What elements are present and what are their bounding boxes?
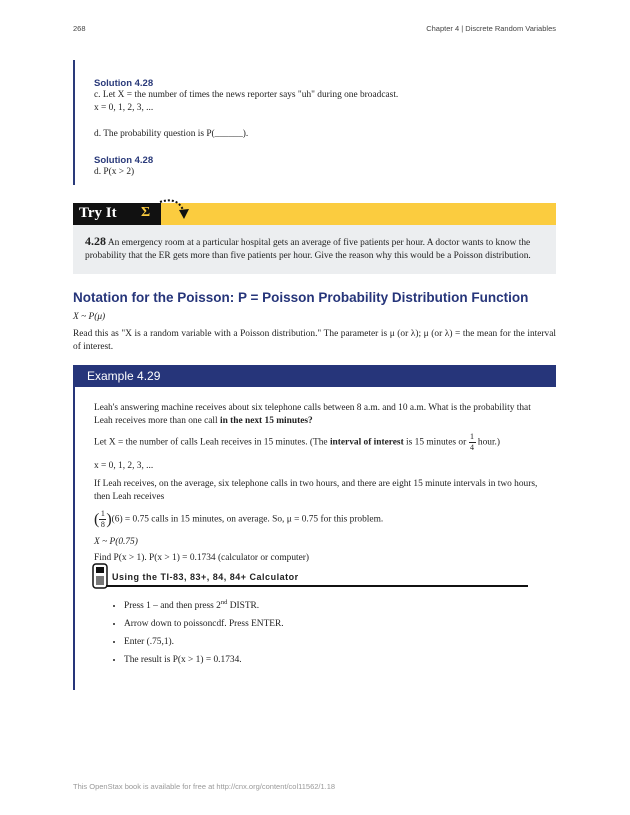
sigma-icon: Σ (141, 205, 151, 220)
calculator-heading: Using the TI-83, 83+, 84, 84+ Calculator (112, 572, 299, 582)
example-para-1-text: Leah's answering machine receives about six telephone calls between 8 a.m. and 10 a.m. What is the probability that Leah receives more than one call (94, 403, 531, 426)
example-para-7: Find P(x > 1). P(x > 1) = 0.1734 (calculator or computer) (94, 553, 310, 563)
solution-line-c: c. Let X = the number of times the news reporter says "uh" during one broadcast. (94, 90, 399, 100)
example-para-2-text: Let X = the number of calls Leah receives in 15 minutes. (The (94, 437, 330, 448)
try-it-text: An emergency room at a particular hospital gets an average of five patients per hour. A doctor wants to know the probability that the ER gets more than five patients per hour. Give the reason why this would be a Poisson distribution. (85, 238, 531, 261)
example-para-5: ( $\frac{1}{8}$ )(6) = 0.75 calls in 15 minutes, on average. So, μ = 0.75 for this problem. (94, 509, 384, 529)
footer-text: This OpenStax book is available for free at http://cnx.org/content/col11562/1.18 (73, 782, 336, 791)
calculator-step: • Enter (.75,1). (124, 636, 544, 649)
example-para-2 (94, 433, 540, 452)
example-body (94, 402, 540, 565)
solution-title: Solution 4.28 (94, 78, 154, 89)
example-para-1-bold: in the next 15 minutes? (219, 416, 313, 426)
example-title: Example 4.29 (87, 369, 161, 383)
notation-description: Read this as "X is a random variable with a Poisson distribution." The parameter is μ (or λ); μ (or λ) = the mean for the interval of interest. (73, 329, 556, 352)
fraction-numerator: 1 (470, 432, 475, 441)
example-para-2-mid: is 15 minutes or (403, 437, 469, 448)
fraction-denominator: 4 (470, 443, 475, 452)
solution-answer-d: d. P(x > 2) (94, 167, 135, 177)
solution-title-2: Solution 4.28 (94, 155, 154, 166)
solution-line-d: d. The probability question is P(______). (94, 129, 249, 139)
solution-line-x: x = 0, 1, 2, 3, ... (94, 103, 154, 113)
page-number: 268 (73, 24, 86, 33)
try-it-text-block (85, 235, 547, 263)
calculator-steps (94, 596, 544, 672)
calculator-underline (106, 585, 528, 587)
chapter-title: Chapter 4 | Discrete Random Variables (426, 24, 556, 33)
dotted-arrow-icon (156, 196, 192, 224)
example-para-4: If Leah receives, on the average, six telephone calls in two hours, and there are eight 15 minute intervals in two hours, then Leah receives (94, 479, 538, 502)
solution-block (94, 78, 554, 179)
notation-formula: X ~ P(μ) (73, 312, 106, 322)
solution-sidebar (73, 60, 75, 185)
example-para-1 (94, 402, 540, 428)
try-it-label: Try It (79, 205, 117, 221)
calculator-step: • The result is P(x > 1) = 0.1734. (124, 654, 544, 667)
example-header (73, 365, 556, 387)
example-para-3: x = 0, 1, 2, 3, ... (94, 461, 154, 471)
example-para-6: X ~ P(0.75) (94, 537, 138, 547)
fraction-numerator: 1 (100, 509, 105, 518)
example-para-5-text: (6) = 0.75 calls in 15 minutes, on average. So, μ = 0.75 for this problem. (111, 514, 384, 525)
example-para-2-bold: interval of interest (329, 437, 404, 448)
example-para-2-end: hour.) (475, 437, 501, 448)
example-sidebar (73, 387, 75, 690)
try-it-number: 4.28 (85, 234, 106, 248)
notation-heading: Notation for the Poisson: P = Poisson Probability Distribution Function (73, 290, 529, 305)
calculator-step: • Arrow down to poissoncdf. Press ENTER. (124, 618, 544, 631)
calculator-step: • Press 1 – and then press 2nd DISTR. (124, 596, 544, 613)
try-it-box (73, 225, 556, 274)
try-it-tab (73, 203, 161, 225)
fraction-denominator: 8 (100, 520, 105, 529)
fraction-one-quarter (469, 433, 476, 452)
